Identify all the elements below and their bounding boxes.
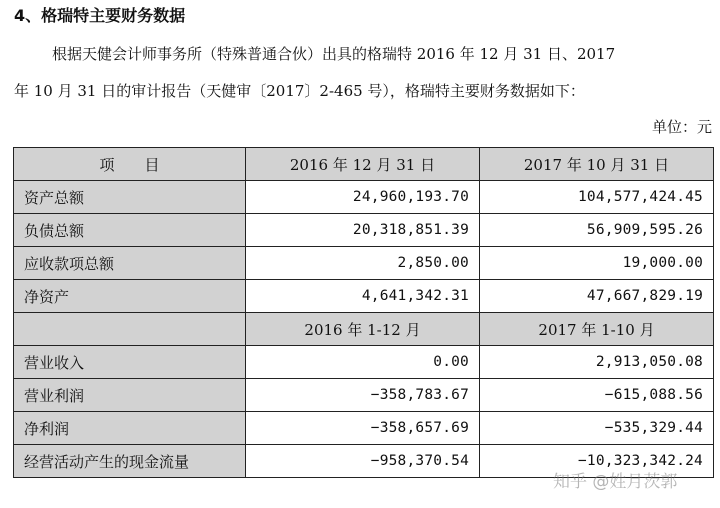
financial-data-table — [13, 147, 714, 478]
cell-value: 24,960,193.70 — [246, 181, 480, 214]
table-header-row — [14, 148, 714, 181]
cell-value: −615,088.56 — [480, 379, 714, 412]
header-cell-2017-period: 2017 年 1-10 月 — [480, 313, 714, 346]
row-label: 资产总额 — [14, 181, 246, 214]
table-row — [14, 181, 714, 214]
cell-value: 47,667,829.19 — [480, 280, 714, 313]
cell-value: 0.00 — [246, 346, 480, 379]
cell-value: 2,850.00 — [246, 247, 480, 280]
row-label: 应收款项总额 — [14, 247, 246, 280]
unit-label: 单位：元 — [651, 118, 712, 136]
cell-value: −358,657.69 — [246, 412, 480, 445]
table-row — [14, 247, 714, 280]
watermark: 知乎 @姓月茨郭 — [553, 472, 678, 492]
row-label: 经营活动产生的现金流量 — [14, 445, 246, 478]
row-label: 营业利润 — [14, 379, 246, 412]
cell-value: −10,323,342.24 — [480, 445, 714, 478]
header-cell-empty — [14, 313, 246, 346]
cell-value: −958,370.54 — [246, 445, 480, 478]
paragraph-line-2: 年 10 月 31 日的审计报告（天健审〔2017〕2-465 号），格瑞特主要财务数据如下： — [14, 82, 585, 100]
header-cell-2016-period: 2016 年 1-12 月 — [246, 313, 480, 346]
cell-value: 4,641,342.31 — [246, 280, 480, 313]
cell-value: 19,000.00 — [480, 247, 714, 280]
cell-value: −535,329.44 — [480, 412, 714, 445]
row-label: 净利润 — [14, 412, 246, 445]
section-heading: 4、格瑞特主要财务数据 — [14, 6, 186, 25]
table-row — [14, 346, 714, 379]
table-row — [14, 379, 714, 412]
table-row — [14, 214, 714, 247]
cell-value: 2,913,050.08 — [480, 346, 714, 379]
row-label: 负债总额 — [14, 214, 246, 247]
table-period-header-row — [14, 313, 714, 346]
header-cell-item: 项 目 — [14, 148, 246, 181]
cell-value: 20,318,851.39 — [246, 214, 480, 247]
table-row — [14, 280, 714, 313]
header-cell-2016-12-31: 2016 年 12 月 31 日 — [246, 148, 480, 181]
cell-value: −358,783.67 — [246, 379, 480, 412]
row-label: 净资产 — [14, 280, 246, 313]
cell-value: 56,909,595.26 — [480, 214, 714, 247]
table-row — [14, 412, 714, 445]
paragraph-line-1: 根据天健会计师事务所（特殊普通合伙）出具的格瑞特 2016 年 12 月 31 日、2017 — [52, 45, 616, 63]
cell-value: 104,577,424.45 — [480, 181, 714, 214]
row-label: 营业收入 — [14, 346, 246, 379]
header-cell-2017-10-31: 2017 年 10 月 31 日 — [480, 148, 714, 181]
